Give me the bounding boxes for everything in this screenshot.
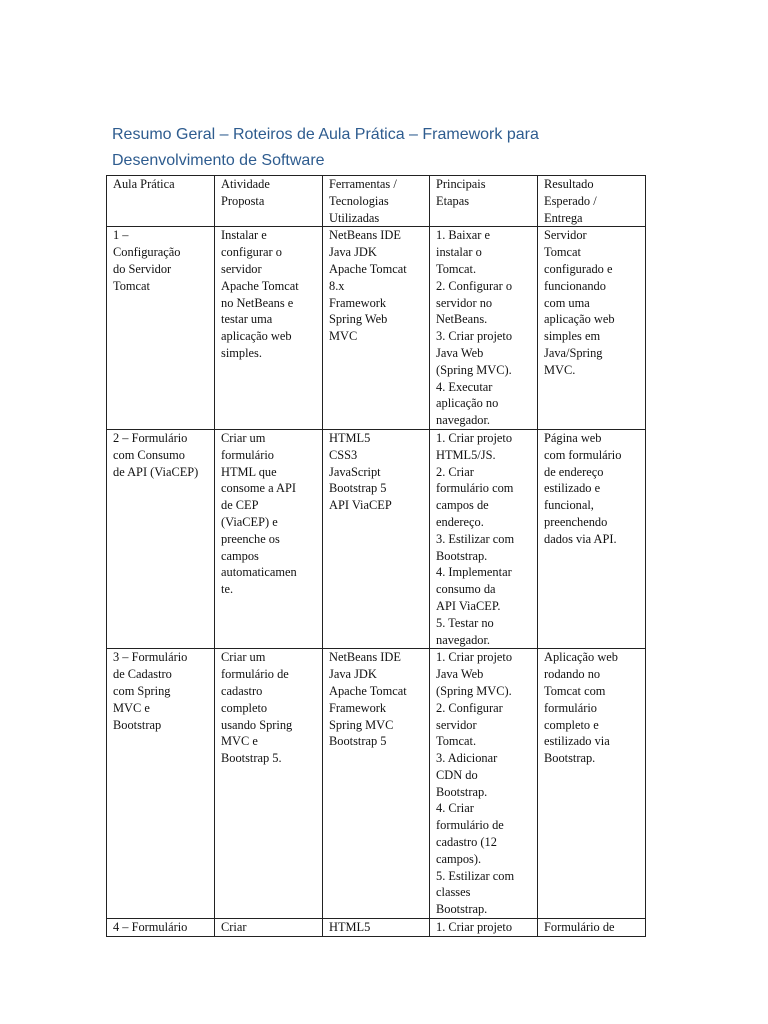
cell-ferramentas: HTML5 CSS3 JavaScript Bootstrap 5 API ViaCEP: [323, 429, 430, 648]
cell-aula: 1 – Configuração do Servidor Tomcat: [107, 227, 215, 430]
header-aula: Aula Prática: [107, 176, 215, 227]
cell-atividade: Criar um formulário de cadastro completo usando Spring MVC e Bootstrap 5.: [215, 649, 323, 919]
cell-ferramentas: NetBeans IDE Java JDK Apache Tomcat 8.x Framework Spring Web MVC: [323, 227, 430, 430]
cell-atividade: Instalar e configurar o servidor Apache Tomcat no NetBeans e testar uma aplicação web simples.: [215, 227, 323, 430]
cell-aula: 2 – Formulário com Consumo de API (ViaCEP): [107, 429, 215, 648]
cell-resultado: Servidor Tomcat configurado e funcionando com uma aplicação web simples em Java/Spring MVC.: [538, 227, 646, 430]
table-row: [107, 649, 646, 919]
header-resultado: Resultado Esperado / Entrega: [538, 176, 646, 227]
cell-etapas: 1. Criar projeto Java Web (Spring MVC). 2. Configurar servidor Tomcat. 3. Adicionar CDN do Bootstrap. 4. Criar formulário de cadastro (12 campos). 5. Estilizar com classes Bootstrap.: [430, 649, 538, 919]
cell-resultado: Formulário de: [538, 919, 646, 937]
document-title: Resumo Geral – Roteiros de Aula Prática – Framework para Desenvolvimento de Software: [112, 126, 539, 169]
activities-table: [106, 175, 646, 937]
cell-ferramentas: HTML5: [323, 919, 430, 937]
cell-aula: 3 – Formulário de Cadastro com Spring MVC e Bootstrap: [107, 649, 215, 919]
header-ferramentas: Ferramentas / Tecnologias Utilizadas: [323, 176, 430, 227]
table-row: [107, 919, 646, 937]
cell-etapas: 1. Baixar e instalar o Tomcat. 2. Configurar o servidor no NetBeans. 3. Criar projeto Java Web (Spring MVC). 4. Executar aplicação no navegador.: [430, 227, 538, 430]
table-header-row: [107, 176, 646, 227]
cell-aula: 4 – Formulário: [107, 919, 215, 937]
header-etapas: Principais Etapas: [430, 176, 538, 227]
cell-resultado: Aplicação web rodando no Tomcat com formulário completo e estilizado via Bootstrap.: [538, 649, 646, 919]
cell-ferramentas: NetBeans IDE Java JDK Apache Tomcat Framework Spring MVC Bootstrap 5: [323, 649, 430, 919]
cell-atividade: Criar um formulário HTML que consome a API de CEP (ViaCEP) e preenche os campos automaticamen te.: [215, 429, 323, 648]
cell-etapas: 1. Criar projeto HTML5/JS. 2. Criar formulário com campos de endereço. 3. Estilizar com Bootstrap. 4. Implementar consumo da API ViaCEP. 5. Testar no navegador.: [430, 429, 538, 648]
cell-atividade: Criar: [215, 919, 323, 937]
table-row: [107, 429, 646, 648]
cell-etapas: 1. Criar projeto: [430, 919, 538, 937]
header-atividade: Atividade Proposta: [215, 176, 323, 227]
table-row: [107, 227, 646, 430]
cell-resultado: Página web com formulário de endereço estilizado e funcional, preenchendo dados via API.: [538, 429, 646, 648]
